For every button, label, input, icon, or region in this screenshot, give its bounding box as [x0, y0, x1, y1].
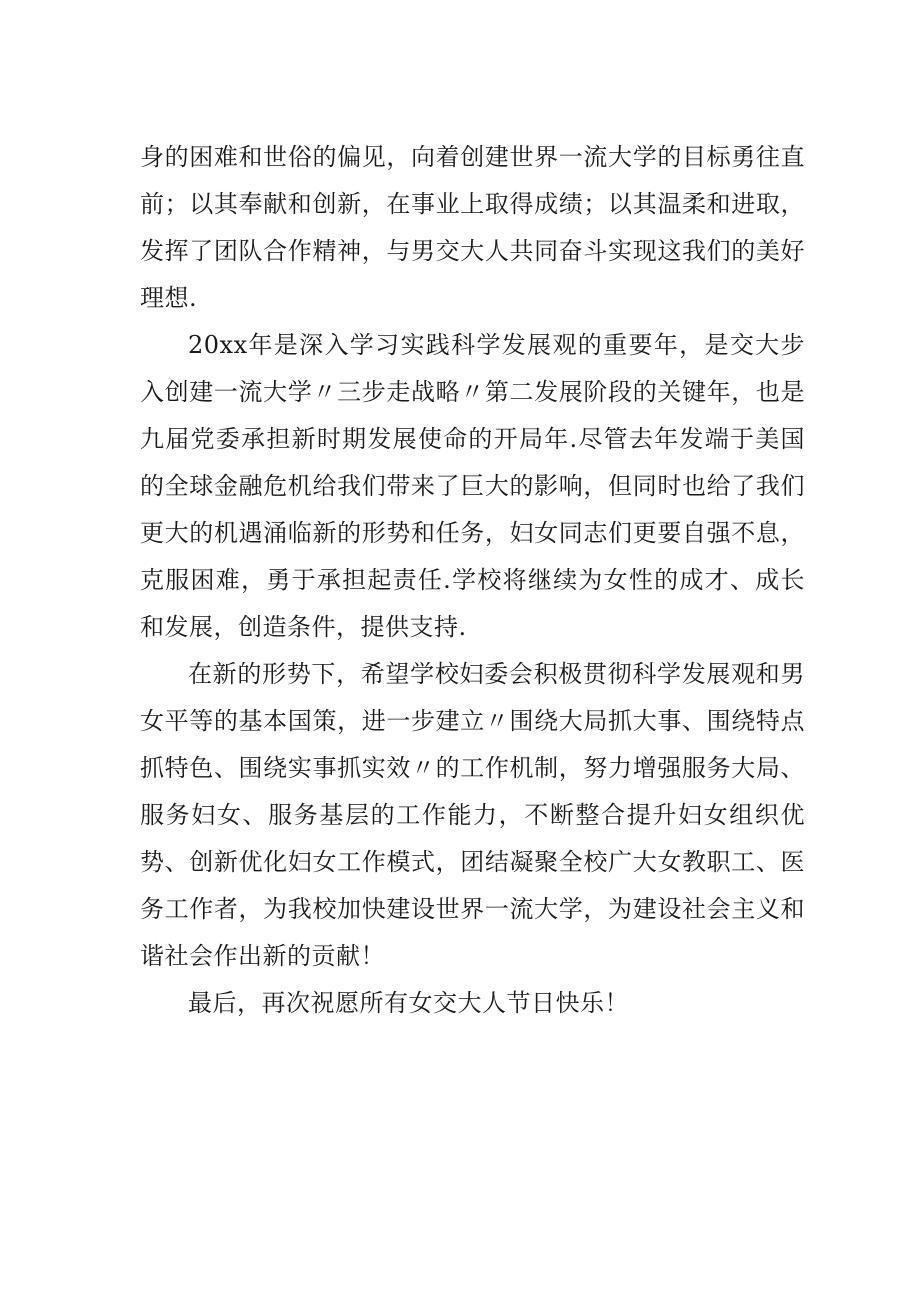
- paragraph-development: 20xx年是深入学习实践科学发展观的重要年，是交大步入创建一流大学〃三步走战略〃第二发展阶段的关键年，也是九届党委承担新时期发展使命的开局年.尽管去年发端于美国的全球金融危机给我们带来了巨大的影响，但同时也给了我们更大的机遇涌临新的形势和任务，妇女同志们更要自强不息，克服困难，勇于承担起责任.学校将继续为女性的成才、成长和发展，创造条件，提供支持.: [140, 331, 805, 641]
- paragraph-closing-wishes: 最后，再次祝愿所有女交大人节日快乐！: [188, 989, 629, 1017]
- paragraph-continuation: 身的困难和世俗的偏见，向着创建世界一流大学的目标勇往直前；以其奉献和创新，在事业上取得成绩；以其温柔和进取，发挥了团队合作精神，与男交大人共同奋斗实现这我们的美好理想.: [140, 143, 805, 312]
- document-body: [140, 134, 805, 1027]
- paragraph-new-situation: 在新的形势下，希望学校妇委会积极贯彻科学发展观和男女平等的基本国策，进一步建立〃围绕大局抓大事、围绕特点抓特色、围绕实事抓实效〃的工作机制，努力增强服务大局、服务妇女、服务基层的工作能力，不断整合提升妇女组织优势、创新优化妇女工作模式，团结凝聚全校广大女教职工、医务工作者，为我校加快建设世界一流大学，为建设社会主义和谐社会作出新的贡献！: [140, 660, 805, 970]
